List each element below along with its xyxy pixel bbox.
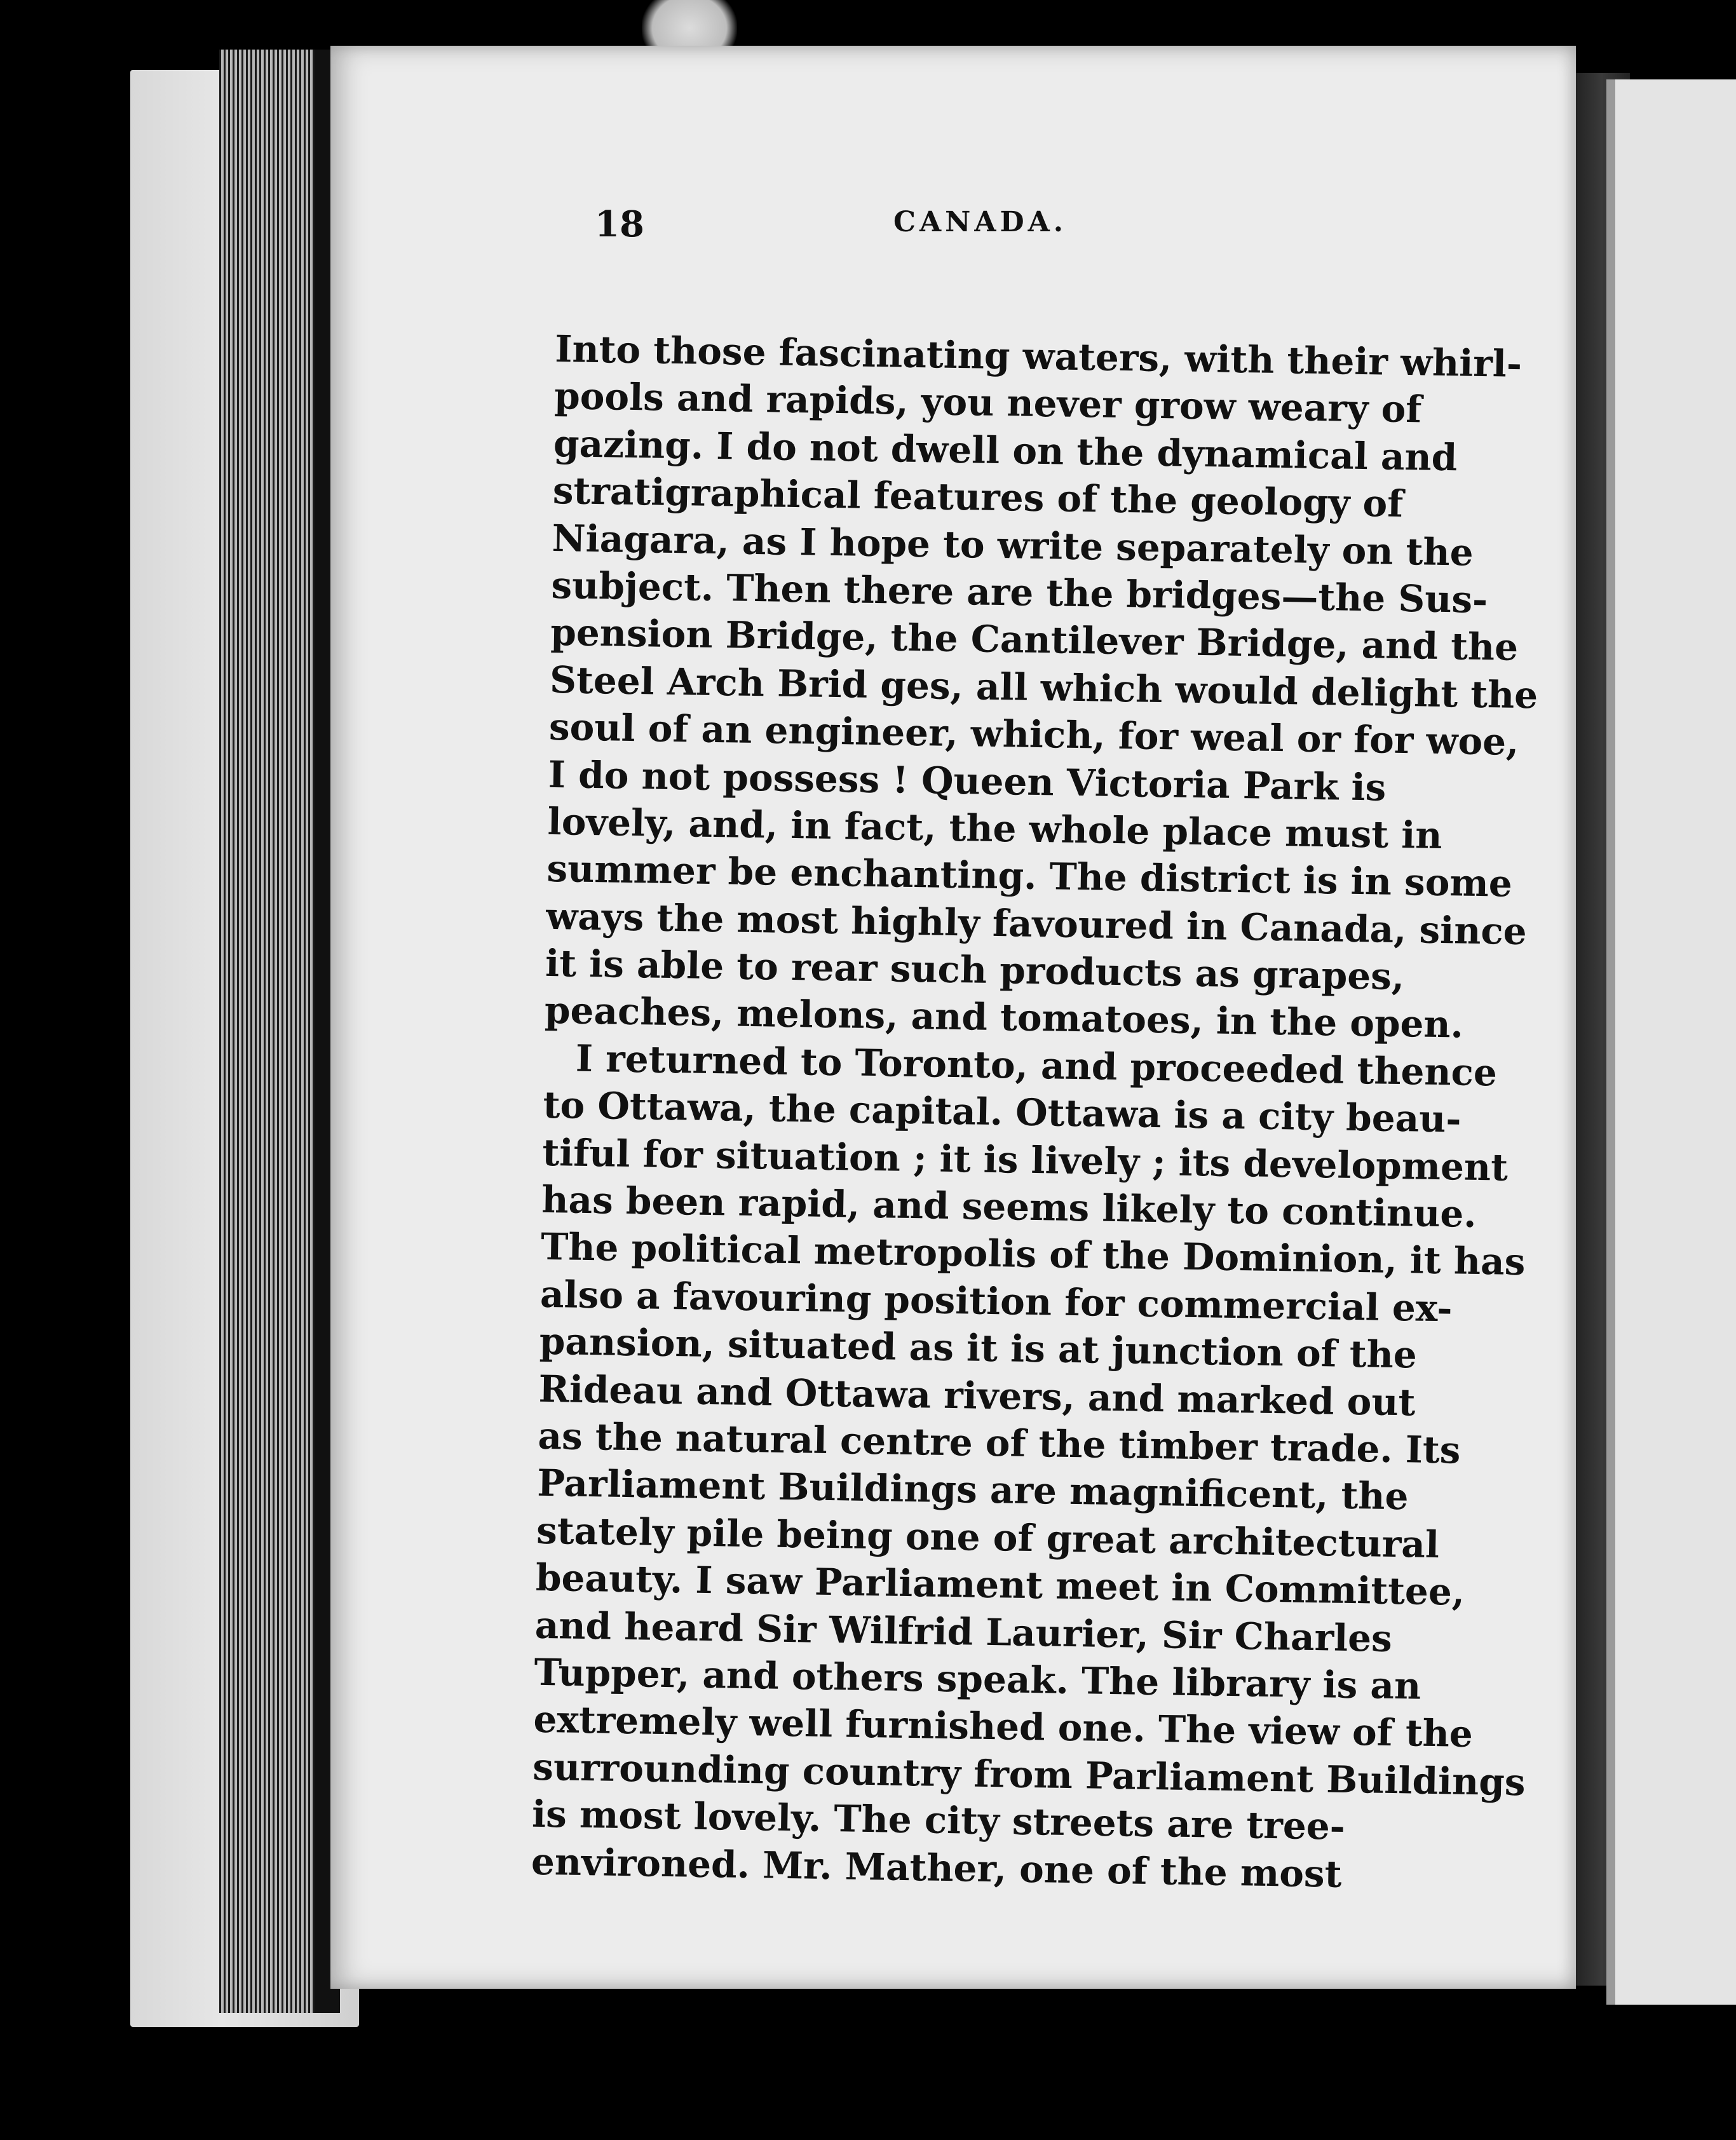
text-line: to Ottawa, the capital. Ottawa is a city beau- <box>543 1083 1462 1141</box>
text-line: extremely well furnished one. The view of the <box>532 1698 1474 1756</box>
text-line: Rideau and Ottawa rivers, and marked out <box>538 1367 1416 1425</box>
text-line: tiful for situation ; it is lively ; its development <box>542 1130 1509 1189</box>
text-line: stratigraphical features of the geology of <box>552 469 1404 526</box>
text-line: stately pile being one of great architectural <box>536 1508 1440 1566</box>
text-line: lovely, and, in fact, the whole place must in <box>547 799 1443 857</box>
text-line: Tupper, and others speak. The library is an <box>534 1650 1421 1708</box>
running-head: CANADA. <box>893 206 1068 238</box>
text-line: Into those fascinating waters, with their whirl- <box>554 327 1522 386</box>
text-line: gazing. I do not dwell on the dynamical and <box>553 421 1458 480</box>
text-line: as the natural centre of the timber trade. Its <box>538 1414 1461 1472</box>
text-line: pension Bridge, the Cantilever Bridge, and the <box>550 611 1519 670</box>
text-line: peaches, melons, and tomatoes, in the open. <box>544 989 1464 1047</box>
text-line: I do not possess ! Queen Victoria Park is <box>548 752 1387 809</box>
facing-page-edge <box>1606 79 1736 2005</box>
text-line: is most lovely. The city streets are tree- <box>531 1792 1346 1848</box>
text-line: and heard Sir Wilfrid Laurier, Sir Charles <box>534 1603 1393 1660</box>
page-number: 18 <box>595 203 644 245</box>
text-line: it is able to rear such products as grapes, <box>545 941 1405 999</box>
text-line: surrounding country from Parliament Buildings <box>532 1745 1526 1804</box>
text-line: Steel Arch Brid ges, all which would delight the <box>549 658 1538 717</box>
text-line: ways the most highly favoured in Canada, since <box>545 894 1528 953</box>
text-line: has been rapid, and seems likely to continue. <box>541 1177 1477 1236</box>
text-line: also a favouring position for commercial ex- <box>539 1272 1453 1331</box>
text-line: subject. Then there are the bridges—the Sus- <box>551 563 1488 622</box>
text-line: The political metropolis of the Dominion, it has <box>540 1225 1526 1284</box>
text-line: pansion, situated as it is at junction of the <box>539 1320 1418 1377</box>
text-line: environed. Mr. Mather, one of the most <box>531 1839 1342 1896</box>
page-edges <box>219 50 340 2013</box>
text-line: pools and rapids, you never grow weary of <box>553 374 1422 431</box>
text-line: soul of an engineer, which, for weal or for woe, <box>548 705 1519 764</box>
text-line: I returned to Toronto, and proceeded thence <box>575 1036 1498 1095</box>
book-page <box>330 46 1576 1989</box>
text-line: beauty. I saw Parliament meet in Committee, <box>535 1555 1465 1614</box>
text-line: summer be enchanting. The district is in some <box>546 847 1513 906</box>
body-text <box>531 325 1538 1898</box>
text-line: Niagara, as I hope to write separately on the <box>552 516 1474 574</box>
text-line: Parliament Buildings are magnificent, the <box>536 1461 1409 1519</box>
